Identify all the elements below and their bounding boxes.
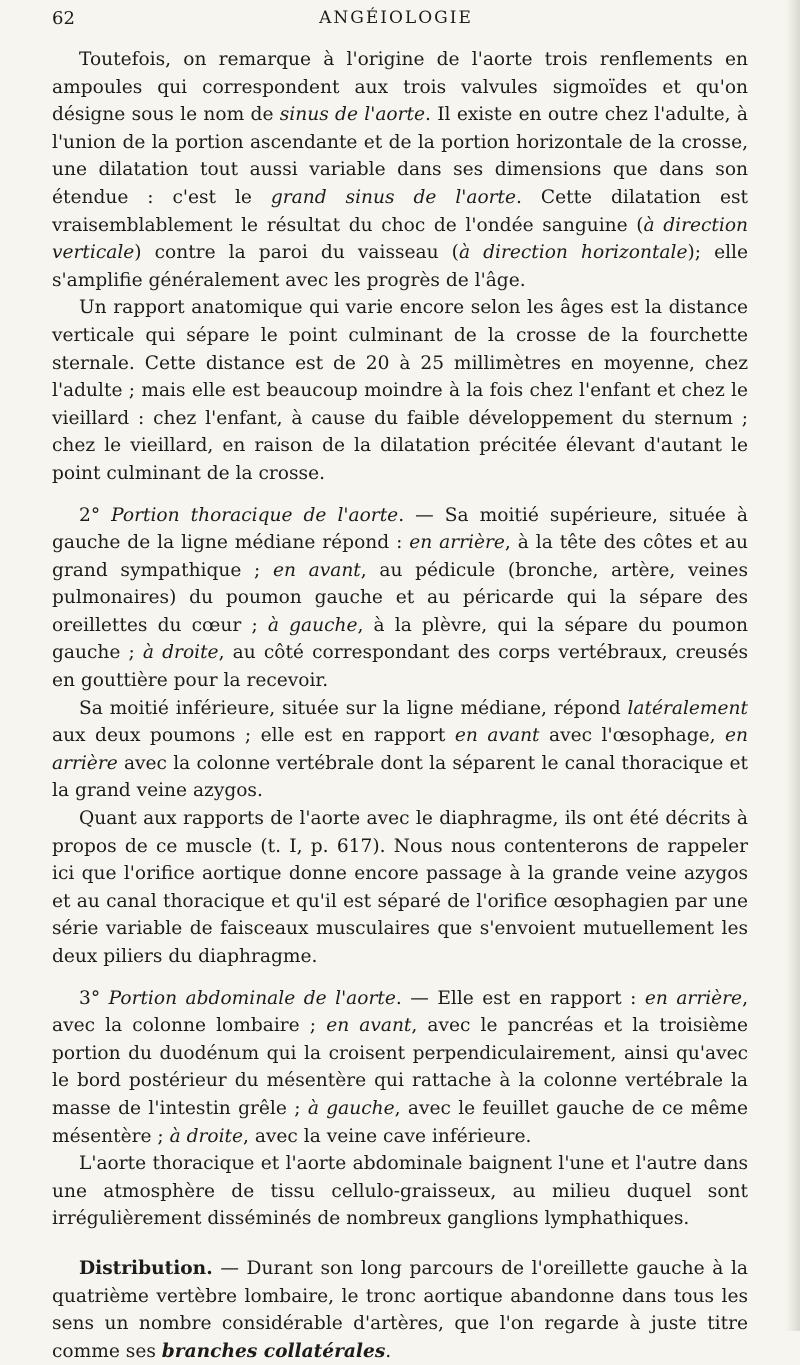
paragraph: [52, 695, 748, 805]
text-run: ) contre la paroi du vaisseau (: [134, 242, 459, 264]
italic-text: à direction verticale: [52, 214, 749, 264]
text-run: , avec la veine cave inférieure.: [243, 1125, 532, 1147]
text-run: Toutefois, on remarque à l'origine de l'aorte trois renflements en ampoules qui correspondent aux trois valvules sigmoïdes et qu'on désigne sous le nom de: [52, 49, 748, 126]
text-run: , avec la colonne lombaire ;: [52, 987, 748, 1037]
italic-text: en arrière: [52, 725, 749, 774]
italic-text: à droite: [169, 1125, 244, 1147]
body-text: [52, 46, 748, 1365]
paragraph: [52, 46, 748, 294]
italic-text: grand sinus de l'aorte: [270, 186, 517, 208]
italic-text: Portion thoracique de l'aorte: [111, 504, 399, 526]
italic-text: en avant: [454, 725, 540, 747]
text-run: Quant aux rapports de l'aorte avec le diaphragme, ils ont été décrits à propos de ce muscle (t. I, p. 617). Nous nous contenterons de rappeler ici que l'orifice aortique donne encore passage à la grande veine azygos et au canal thoracique et qu'il est séparé de l'orifice œsophagien par une série variable de faisceaux musculaires que s'envoient mutuellement les deux piliers du diaphragme.: [52, 808, 748, 967]
paragraph: [52, 294, 748, 487]
text-run: . — Elle est en rapport :: [395, 987, 645, 1009]
italic-text: à gauche: [307, 1097, 395, 1119]
text-run: 3°: [79, 987, 109, 1009]
italic-text: Portion abdominale de l'aorte: [108, 987, 396, 1009]
italic-text: à droite: [142, 642, 219, 664]
italic-text: branches collatérales: [161, 1340, 386, 1362]
paragraph: [52, 1255, 748, 1365]
text-run: — Durant son long parcours de l'oreillette gauche à la quatrième vertèbre lombaire, le tronc aortique abandonne dans tous les sens un nombre considérable d'artères, que l'on regarde à juste titre comme ses: [52, 1257, 748, 1362]
paragraph: [52, 1150, 748, 1233]
text-run: , à la plèvre, qui la sépare du poumon gauche ;: [52, 614, 748, 664]
text-run: , au côté correspondant des corps vertébraux, creusés en gouttière pour la recevoir.: [52, 642, 748, 692]
italic-text: à gauche: [267, 614, 358, 636]
italic-text: en arrière: [409, 532, 505, 554]
italic-text: latéralement: [627, 697, 748, 719]
text-run: .: [385, 1340, 392, 1362]
italic-text: en arrière: [644, 987, 743, 1009]
paragraph: [52, 985, 748, 1151]
page-number: 62: [52, 8, 75, 29]
running-title: ANGÉIOLOGIE: [319, 8, 473, 28]
text-run: , avec le pancréas et la troisième portion du duodénum qui la croisent perpendiculairement, ainsi qu'avec le bord postérieur du mésentère qui rattache à la colonne vertébrale la masse de l'intestin grêle ;: [52, 1015, 748, 1119]
page-header: [52, 8, 740, 38]
text-run: , à la tête des côtes et au grand sympathique ;: [52, 532, 748, 581]
text-run: avec la colonne vertébrale dont la séparent le canal thoracique et la grand veine azygos.: [52, 752, 748, 802]
paragraph: [52, 805, 748, 971]
text-run: . Cette dilatation est vraisemblablement le résultat du choc de l'ondée sanguine (: [52, 186, 748, 236]
text-run: avec l'œsophage,: [539, 725, 726, 747]
text-run: ); elle s'amplifie généralement avec les progrès de l'âge.: [52, 242, 748, 291]
text-run: , avec le feuillet gauche de ce même mésentère ;: [52, 1097, 749, 1147]
text-run: . Il existe en outre chez l'adulte, à l'union de la portion ascendante et de la portion horizontale de la crosse, une dilatation tout aussi variable dans ses dimensions que dans son étendue : c'est le: [52, 104, 748, 208]
page-edge-shadow: [786, 0, 800, 1331]
bold-text: Distribution.: [79, 1257, 213, 1279]
text-run: Sa moitié inférieure, située sur la ligne médiane, répond: [79, 697, 628, 719]
italic-text: à direction horizontale: [458, 242, 688, 264]
text-run: . — Sa moitié supérieure, située à gauche de la ligne médiane répond :: [52, 504, 749, 554]
text-run: Un rapport anatomique qui varie encore selon les âges est la distance verticale qui sépare le point culminant de la crosse de la fourchette sternale. Cette distance est de 20 à 25 millimètres en moyenne, chez l'adulte ; mais elle est beaucoup moindre à la fois chez l'enfant et chez le vieillard : chez l'enfant, à cause du faible développement du sternum ; chez le vieillard, en raison de la dilatation précitée élevant d'autant le point culminant de la crosse.: [52, 297, 748, 484]
paragraph: [52, 502, 748, 695]
text-run: L'aorte thoracique et l'aorte abdominale baignent l'une et l'autre dans une atmosphère de tissu cellulo-graisseux, au milieu duquel sont irrégulièrement disséminés de nombreux ganglions lymphathiques.: [52, 1153, 748, 1230]
italic-text: en avant: [273, 559, 361, 581]
italic-text: en avant: [326, 1015, 412, 1037]
text-run: 2°: [79, 504, 112, 526]
italic-text: sinus de l'aorte: [279, 104, 425, 126]
text-run: aux deux poumons ; elle est en rapport: [52, 725, 455, 747]
text-run: , au pédicule (bronche, artère, veines pulmonaires) du poumon gauche et au péricarde qui la sépare des oreillettes du cœur ;: [52, 559, 748, 636]
